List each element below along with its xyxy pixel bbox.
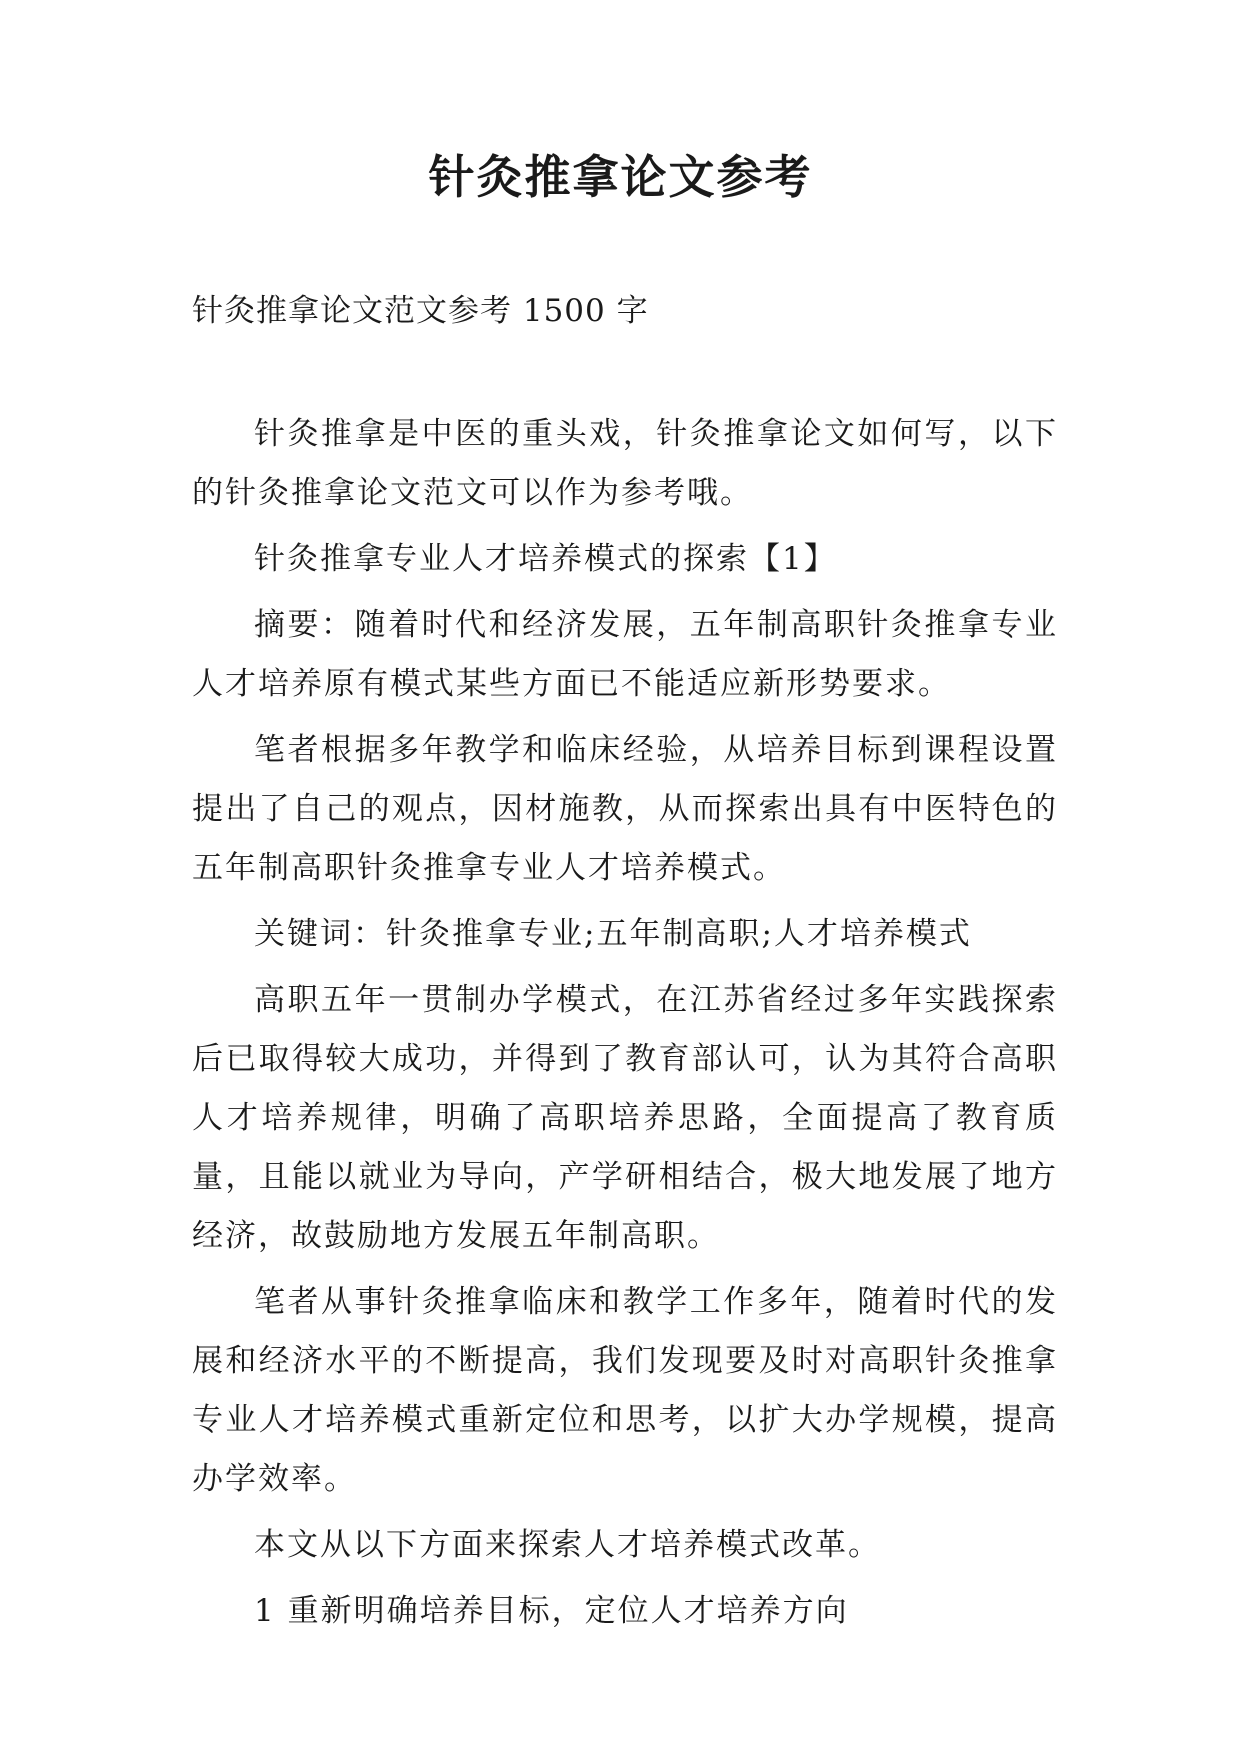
paragraph-article-title: 针灸推拿专业人才培养模式的探索【1】	[254, 541, 837, 577]
section-heading: 1 重新明确培养目标，定位人才培养方向	[254, 1593, 849, 1629]
document-title: 针灸推拿论文参考	[428, 150, 813, 204]
document-subtitle: 针灸推拿论文范文参考 1500 字	[192, 293, 649, 329]
paragraph-abstract: 摘要：随着时代和经济发展，五年制高职针灸推拿专业人才培养原有模式某些方面已不能适应新形势要求。	[192, 607, 1058, 702]
paragraph-keywords: 关键词：针灸推拿专业;五年制高职;人才培养模式	[254, 916, 972, 952]
paragraph-intro: 针灸推拿是中医的重头戏，针灸推拿论文如何写，以下的针灸推拿论文范文可以作为参考哦。	[192, 416, 1058, 511]
document-body	[192, 405, 1058, 1648]
paragraph-author-view: 笔者根据多年教学和临床经验，从培养目标到课程设置提出了自己的观点，因材施教，从而探索出具有中医特色的五年制高职针灸推拿专业人才培养模式。	[192, 732, 1058, 886]
paragraph-motivation: 笔者从事针灸推拿临床和教学工作多年，随着时代的发展和经济水平的不断提高，我们发现要及时对高职针灸推拿专业人才培养模式重新定位和思考，以扩大办学规模，提高办学效率。	[192, 1284, 1058, 1497]
paragraph-background: 高职五年一贯制办学模式，在江苏省经过多年实践探索后已取得较大成功，并得到了教育部认可，认为其符合高职人才培养规律，明确了高职培养思路，全面提高了教育质量，且能以就业为导向，产学研相结合，极大地发展了地方经济，故鼓励地方发展五年制高职。	[192, 982, 1058, 1254]
paragraph-scope: 本文从以下方面来探索人才培养模式改革。	[254, 1527, 881, 1563]
